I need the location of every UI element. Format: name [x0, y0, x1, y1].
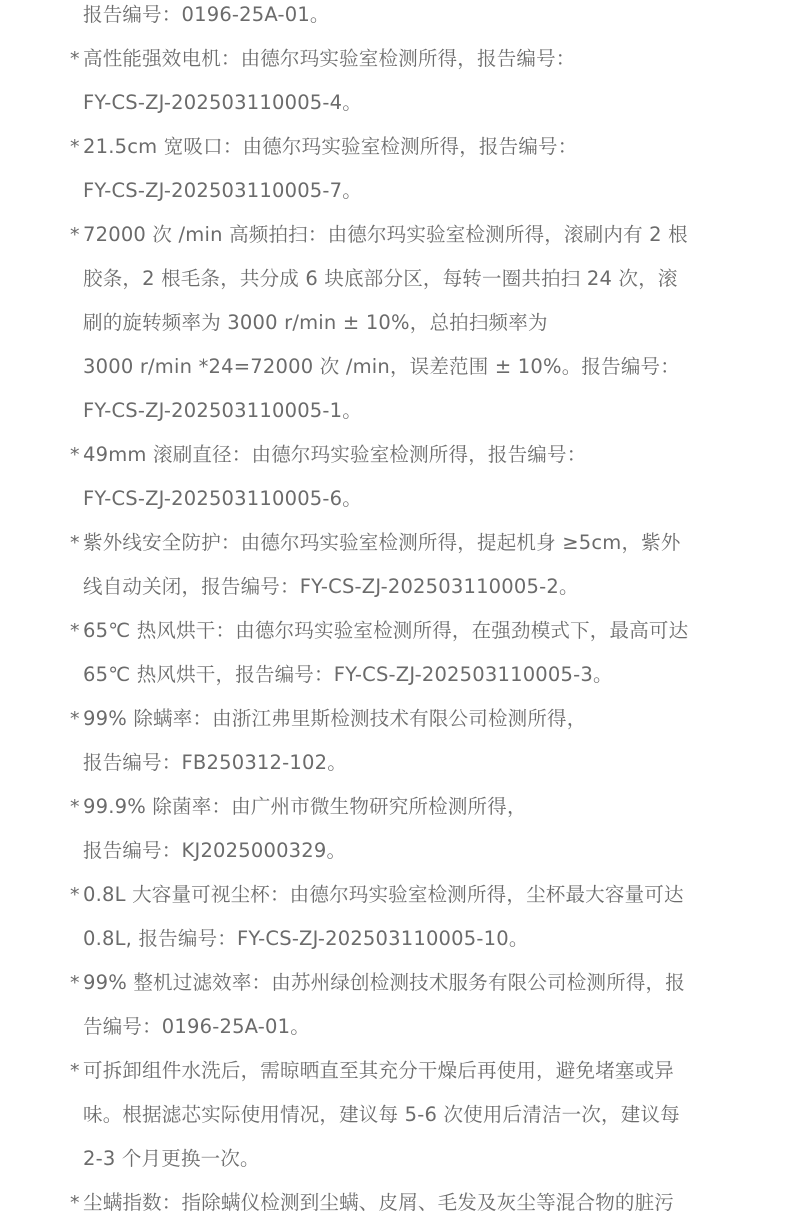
note-text: 味。根据滤芯实际使用情况，建议每 5-6 次使用后清洁一次，建议每	[83, 1103, 680, 1126]
note-text: 65℃ 热风烘干：由德尔玛实验室检测所得，在强劲模式下，最高可达	[83, 619, 689, 642]
note-text: 报告编号：KJ2025000329。	[83, 839, 347, 862]
note-text: 2-3 个月更换一次。	[83, 1147, 260, 1170]
asterisk-marker: *	[70, 532, 80, 554]
asterisk-marker: *	[70, 884, 80, 906]
note-text: 0.8L, 报告编号：FY-CS-ZJ-202503110005-10。	[83, 927, 529, 950]
asterisk-marker: *	[70, 444, 80, 466]
asterisk-marker: *	[70, 1060, 80, 1082]
note-text: 99% 除螨率：由浙江弗里斯检测技术有限公司检测所得，	[83, 707, 587, 730]
note-text: 21.5cm 宽吸口：由德尔玛实验室检测所得，报告编号：	[83, 135, 578, 158]
note-text: 3000 r/min *24=72000 次 /min，误差范围 ± 10%。报告编号：	[83, 355, 680, 378]
note-text: FY-CS-ZJ-202503110005-6。	[83, 487, 362, 510]
asterisk-marker: *	[70, 708, 80, 730]
note-text: 紫外线安全防护：由德尔玛实验室检测所得，提起机身 ≥5cm，紫外	[83, 531, 681, 554]
asterisk-marker: *	[70, 972, 80, 994]
asterisk-marker: *	[70, 136, 80, 158]
asterisk-marker: *	[70, 796, 80, 818]
note-text: 报告编号：0196-25A-01。	[83, 3, 330, 26]
note-text: 胶条，2 根毛条，共分成 6 块底部分区，每转一圈共拍扫 24 次，滚	[83, 267, 678, 290]
note-text: 报告编号：FB250312-102。	[83, 751, 347, 774]
note-text: FY-CS-ZJ-202503110005-4。	[83, 91, 362, 114]
asterisk-marker: *	[70, 1192, 80, 1214]
note-text: 65℃ 热风烘干，报告编号：FY-CS-ZJ-202503110005-3。	[83, 663, 613, 686]
note-text: 可拆卸组件水洗后，需晾晒直至其充分干燥后再使用，避免堵塞或异	[83, 1059, 675, 1082]
asterisk-marker: *	[70, 48, 80, 70]
note-text: 0.8L 大容量可视尘杯：由德尔玛实验室检测所得，尘杯最大容量可达	[83, 883, 684, 906]
note-text: 99% 整机过滤效率：由苏州绿创检测技术服务有限公司检测所得，报	[83, 971, 685, 994]
note-text: 线自动关闭，报告编号：FY-CS-ZJ-202503110005-2。	[83, 575, 579, 598]
note-text: 刷的旋转频率为 3000 r/min ± 10%，总拍扫频率为	[83, 311, 548, 334]
note-text: 49mm 滚刷直径：由德尔玛实验室检测所得，报告编号：	[83, 443, 587, 466]
asterisk-marker: *	[70, 224, 80, 246]
note-text: 72000 次 /min 高频拍扫：由德尔玛实验室检测所得，滚刷内有 2 根	[83, 223, 688, 246]
note-text: FY-CS-ZJ-202503110005-7。	[83, 179, 362, 202]
note-text: 尘螨指数：指除螨仪检测到尘螨、皮屑、毛发及灰尘等混合物的脏污	[83, 1191, 675, 1214]
note-text: 高性能强效电机：由德尔玛实验室检测所得，报告编号：	[83, 47, 576, 70]
asterisk-marker: *	[70, 620, 80, 642]
note-text: 99.9% 除菌率：由广州市微生物研究所检测所得，	[83, 795, 527, 818]
note-text: FY-CS-ZJ-202503110005-1。	[83, 399, 362, 422]
note-text: 告编号：0196-25A-01。	[83, 1015, 310, 1038]
